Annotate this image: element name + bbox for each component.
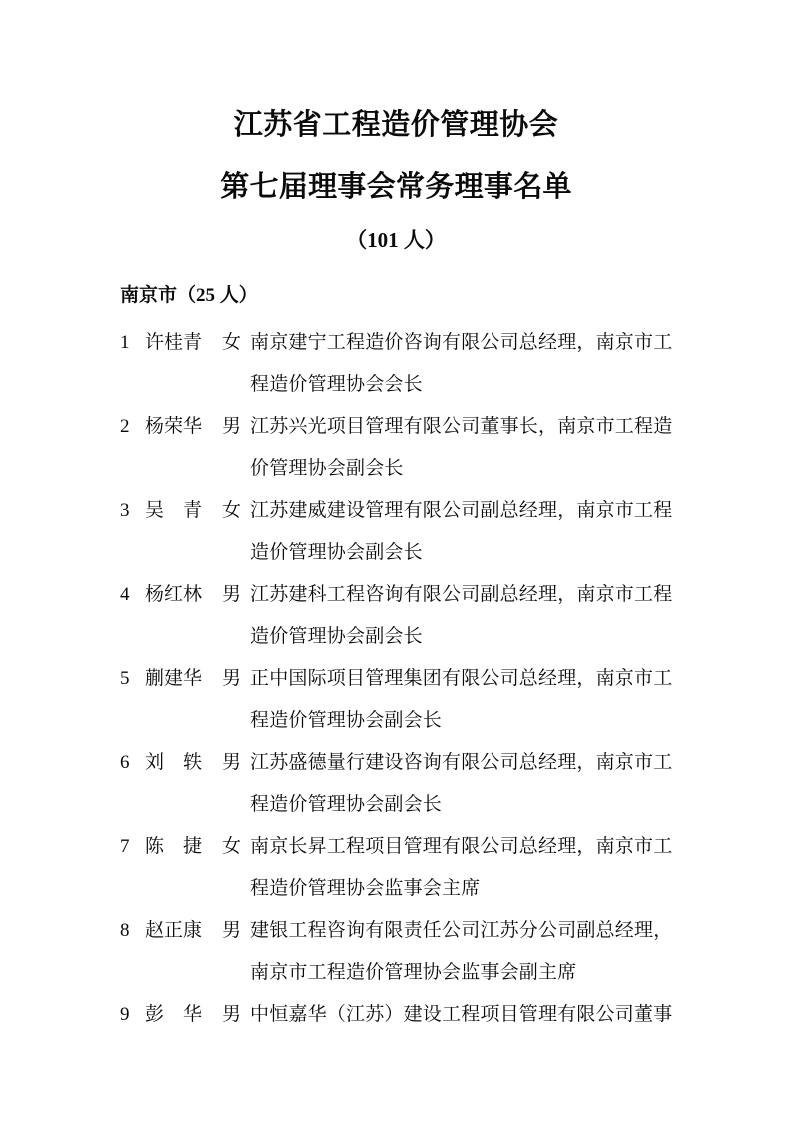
member-gender: 男 bbox=[222, 1004, 242, 1025]
member-name: 陈 捷 bbox=[145, 836, 203, 857]
member-description-line: 造价管理协会副会长 bbox=[250, 626, 423, 647]
member-description bbox=[250, 742, 672, 826]
member-gender: 女 bbox=[222, 500, 242, 521]
member-description-line: 江苏建威建设管理有限公司副总经理，南京市工程 bbox=[250, 500, 673, 521]
member-description-line: 程造价管理协会监事会主席 bbox=[250, 878, 481, 899]
member-name: 刘 轶 bbox=[145, 752, 203, 773]
member-description bbox=[250, 910, 672, 994]
member-description bbox=[250, 574, 672, 658]
member-description bbox=[250, 658, 672, 742]
member-description-line: 南京长昇工程项目管理有限公司总经理，南京市工 bbox=[250, 836, 673, 857]
member-description-line: 造价管理协会副会长 bbox=[250, 542, 423, 563]
member-name: 许桂青 bbox=[145, 332, 203, 353]
member-number: 8 bbox=[120, 920, 130, 941]
member-row bbox=[120, 574, 672, 658]
member-description bbox=[250, 826, 672, 910]
member-description-line: 江苏盛德量行建设咨询有限公司总经理，南京市工 bbox=[250, 752, 673, 773]
member-row bbox=[120, 742, 672, 826]
member-gender: 女 bbox=[222, 332, 242, 353]
member-description bbox=[250, 994, 672, 1036]
member-description-line: 建银工程咨询有限责任公司江苏分公司副总经理， bbox=[250, 920, 673, 941]
document-title-line1: 江苏省工程造价管理协会 bbox=[233, 109, 559, 141]
member-number: 9 bbox=[120, 1004, 130, 1025]
member-row bbox=[120, 910, 672, 994]
member-description-line: 江苏兴光项目管理有限公司董事长，南京市工程造 bbox=[250, 416, 673, 437]
member-description-line: 南京建宁工程造价咨询有限公司总经理，南京市工 bbox=[250, 332, 673, 353]
member-description-line: 价管理协会副会长 bbox=[250, 458, 404, 479]
member-number: 4 bbox=[120, 584, 130, 605]
member-number: 6 bbox=[120, 752, 130, 773]
total-member-count: （101 人） bbox=[346, 228, 446, 252]
member-row bbox=[120, 406, 672, 490]
member-row bbox=[120, 994, 672, 1036]
document-title-line2: 第七届理事会常务理事名单 bbox=[220, 171, 572, 203]
section-header-nanjing: 南京市（25 人） bbox=[120, 285, 258, 306]
member-gender: 男 bbox=[222, 920, 242, 941]
member-list bbox=[120, 322, 672, 1036]
member-description-line: 江苏建科工程咨询有限公司副总经理，南京市工程 bbox=[250, 584, 673, 605]
member-description-line: 南京市工程造价管理协会监事会副主席 bbox=[250, 962, 577, 983]
member-row bbox=[120, 658, 672, 742]
member-gender: 男 bbox=[222, 584, 242, 605]
member-row bbox=[120, 490, 672, 574]
member-name: 吴 青 bbox=[145, 500, 203, 521]
member-gender: 女 bbox=[222, 836, 242, 857]
member-name: 彭 华 bbox=[145, 1004, 203, 1025]
member-number: 3 bbox=[120, 500, 130, 521]
member-name: 蒯建华 bbox=[145, 668, 203, 689]
member-description-line: 中恒嘉华（江苏）建设工程项目管理有限公司董事 bbox=[250, 1004, 673, 1025]
member-description bbox=[250, 322, 672, 406]
member-number: 1 bbox=[120, 332, 130, 353]
member-description-line: 正中国际项目管理集团有限公司总经理，南京市工 bbox=[250, 668, 673, 689]
member-description-line: 程造价管理协会副会长 bbox=[250, 710, 443, 731]
member-name: 杨荣华 bbox=[145, 416, 203, 437]
member-description-line: 程造价管理协会会长 bbox=[250, 374, 423, 395]
member-number: 5 bbox=[120, 668, 130, 689]
member-description bbox=[250, 406, 672, 490]
member-name: 杨红林 bbox=[145, 584, 203, 605]
member-row bbox=[120, 322, 672, 406]
member-row bbox=[120, 826, 672, 910]
member-gender: 男 bbox=[222, 416, 242, 437]
member-number: 7 bbox=[120, 836, 130, 857]
member-description bbox=[250, 490, 672, 574]
member-name: 赵正康 bbox=[145, 920, 203, 941]
member-gender: 男 bbox=[222, 752, 242, 773]
member-description-line: 程造价管理协会副会长 bbox=[250, 794, 443, 815]
member-gender: 男 bbox=[222, 668, 242, 689]
member-number: 2 bbox=[120, 416, 130, 437]
